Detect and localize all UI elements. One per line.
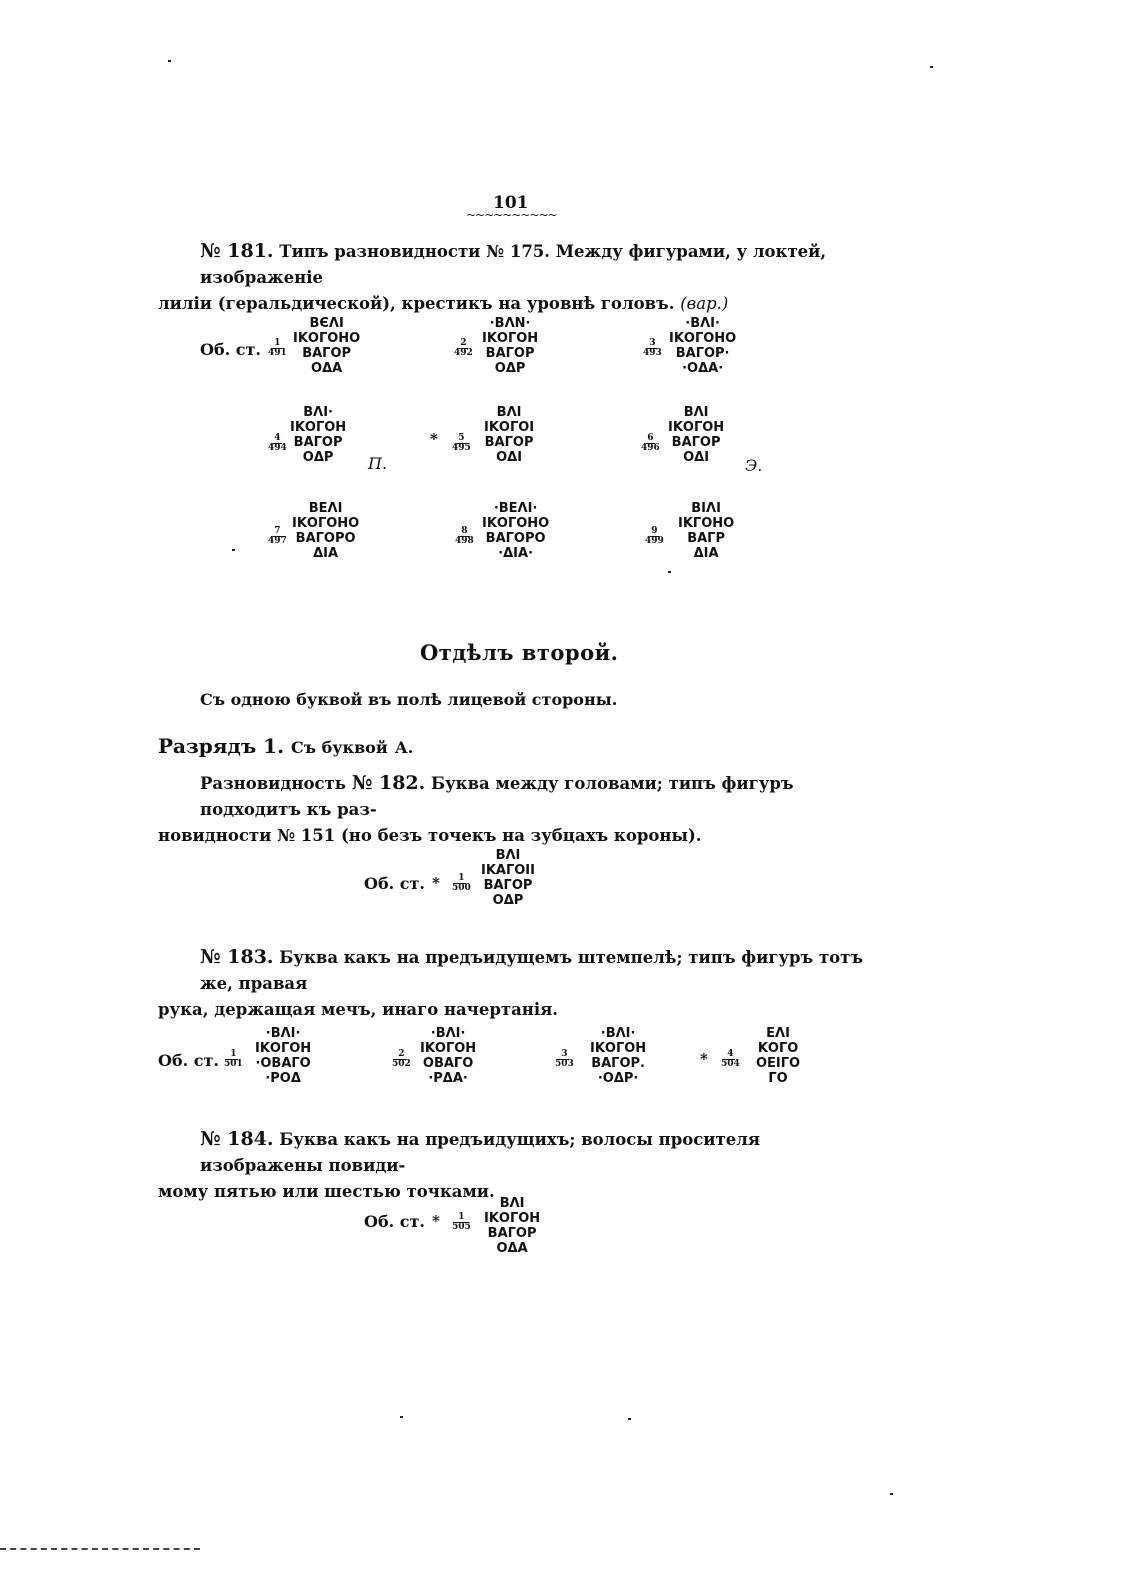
entry-text: Буква между головами; типъ фигуръ подходитъ къ раз- <box>200 774 794 819</box>
catalog-fraction: $\frac{3}{503}$ <box>555 1049 574 1069</box>
print-speck <box>890 1493 893 1495</box>
catalog-fraction: $\frac{4}{504}$ <box>721 1049 740 1069</box>
catalog-fraction: $\frac{7}{497}$ <box>268 526 287 546</box>
coin-inscription: ·ΒΛΝ· ΙΚΟΓΟΗ ΒΑΓΟΡ ΟΔΡ <box>482 316 539 376</box>
print-speck <box>930 66 933 68</box>
star-marker: * <box>432 874 440 892</box>
catalog-fraction: $\frac{3}{493}$ <box>643 338 662 358</box>
catalog-fraction: $\frac{1}{500}$ <box>452 873 471 893</box>
section-subheading: Съ одною буквой въ полѣ лицевой стороны. <box>200 690 618 709</box>
entry-text: Буква какъ на предъидущемъ штемпелѣ; типъ фигуръ тотъ же, правая <box>200 948 864 993</box>
entry-182 <box>158 770 880 849</box>
coin-inscription: ·ΒΛΙ· ΙΚΟΓΟΗ ΒΑΓΟΡ. ·ΟΔΡ· <box>590 1026 647 1086</box>
variant-note: (вар.) <box>680 294 729 313</box>
coin-inscription: ΒΕΛΙ ΙΚΟΓΟΗΟ ΒΑΓΟΡΟ ΔΙΑ <box>292 501 360 561</box>
variant-mark: Э. <box>745 456 763 475</box>
entry-181 <box>158 238 880 317</box>
entry-text: Типъ разновидности № 175. Между фигурами, у локтей, изображеніе <box>200 242 827 287</box>
entry-text: новидности № 151 (но безъ точекъ на зубцахъ короны). <box>158 826 702 845</box>
star-marker: * <box>430 430 438 448</box>
entry-number: № 184. <box>200 1128 274 1150</box>
entry-text: лиліи (геральдической), крестикъ на уровнѣ головъ. <box>158 294 675 313</box>
print-speck <box>668 571 671 573</box>
scan-edge-line <box>0 1548 200 1552</box>
print-speck <box>400 1416 403 1418</box>
obverse-label: Об. ст. <box>364 1212 425 1231</box>
variant-mark: П. <box>368 454 388 473</box>
star-marker: * <box>432 1212 440 1230</box>
catalog-fraction: $\frac{1}{491}$ <box>268 338 287 358</box>
obverse-label: Об. ст. <box>158 1051 219 1070</box>
obverse-label: Об. ст. <box>364 874 425 893</box>
obverse-label: Об. ст. <box>200 340 261 359</box>
catalog-fraction: $\frac{6}{496}$ <box>641 433 660 453</box>
category-heading <box>158 734 413 758</box>
category-letter: А. <box>394 738 414 757</box>
print-speck <box>232 549 235 551</box>
star-marker: * <box>700 1050 708 1068</box>
coin-inscription: ΒΛΙ ΙΚΟΓΟΗ ΒΑΓΟΡ ΟΔΙ <box>668 405 725 465</box>
entry-text: Разновидность <box>200 774 352 793</box>
coin-inscription: ΒΛΙ ΙΚΑΓΟΙΙ ΒΑΓΟΡ ΟΔΡ <box>481 848 535 908</box>
catalog-fraction: $\frac{5}{495}$ <box>452 433 471 453</box>
entry-184 <box>158 1126 880 1205</box>
print-speck <box>628 1418 631 1420</box>
coin-inscription: ·ΒΛΙ· ΙΚΟΓΟΗ ΟΒΑΓΟ ·ΡΔΑ· <box>420 1026 477 1086</box>
page-number-ornament: ~~~~~~~~~~ <box>466 208 557 222</box>
catalog-fraction: $\frac{1}{505}$ <box>452 1212 471 1232</box>
coin-inscription: ΒΛΙ· ΙΚΟΓΟΗ ΒΑΓΟΡ ΟΔΡ <box>290 405 347 465</box>
coin-inscription: ВЄΛΙ ΙΚΟΓΟΗΟ ΒΑΓΟΡ ΟΔΑ <box>293 316 361 376</box>
catalog-fraction: $\frac{8}{498}$ <box>455 526 474 546</box>
entry-text: мому пятью или шестью точками. <box>158 1182 495 1201</box>
catalog-fraction: $\frac{2}{492}$ <box>454 338 473 358</box>
coin-inscription: ·ΒΕΛΙ· ΙΚΟΓΟΗΟ ΒΑΓΟΡΟ ·ΔΙΑ· <box>482 501 550 561</box>
coin-inscription: ΕΛΙ ΚΟΓΟ ΟΕΙΓΟ ΓΟ <box>756 1026 801 1086</box>
entry-text: Буква какъ на предъидущихъ; волосы просителя изображены повиди- <box>200 1130 761 1175</box>
coin-inscription: ΒΙΛΙ ΙΚΓΟΗΟ ΒΑΓΡ ΔΙΑ <box>678 501 735 561</box>
entry-number: № 181. <box>200 240 274 262</box>
catalog-fraction: $\frac{4}{494}$ <box>268 433 287 453</box>
print-speck <box>168 60 171 62</box>
section-heading: Отдѣлъ второй. <box>420 640 619 665</box>
entry-number: № 182. <box>351 772 426 794</box>
catalog-fraction: $\frac{2}{502}$ <box>392 1049 411 1069</box>
entry-text: рука, держащая мечъ, инаго начертанія. <box>158 1000 559 1019</box>
coin-inscription: ΒΛΙ ΙΚΟΓΟΙ ΒΑΓΟΡ ΟΔΙ <box>484 405 535 465</box>
coin-inscription: ΒΛΙ ΙΚΟΓΟΗ ΒΑΓΟΡ ΟΔΑ <box>484 1196 541 1256</box>
category-title: Разрядъ 1. <box>158 734 285 758</box>
coin-inscription: ·ΒΛΙ· ΙΚΟΓΟΗ ·ΟΒΑΓΟ ·ΡΟΔ <box>255 1026 312 1086</box>
coin-inscription: ·ΒΛΙ· ΙΚΟΓΟΗΟ ΒΑΓΟΡ· ·ΟΔΑ· <box>669 316 737 376</box>
category-text: Съ буквой <box>291 738 388 757</box>
entry-183 <box>158 944 880 1023</box>
catalog-fraction: $\frac{9}{499}$ <box>645 526 664 546</box>
page-number: 101 <box>493 193 529 213</box>
entry-number: № 183. <box>200 946 274 968</box>
catalog-fraction: $\frac{1}{501}$ <box>224 1049 243 1069</box>
